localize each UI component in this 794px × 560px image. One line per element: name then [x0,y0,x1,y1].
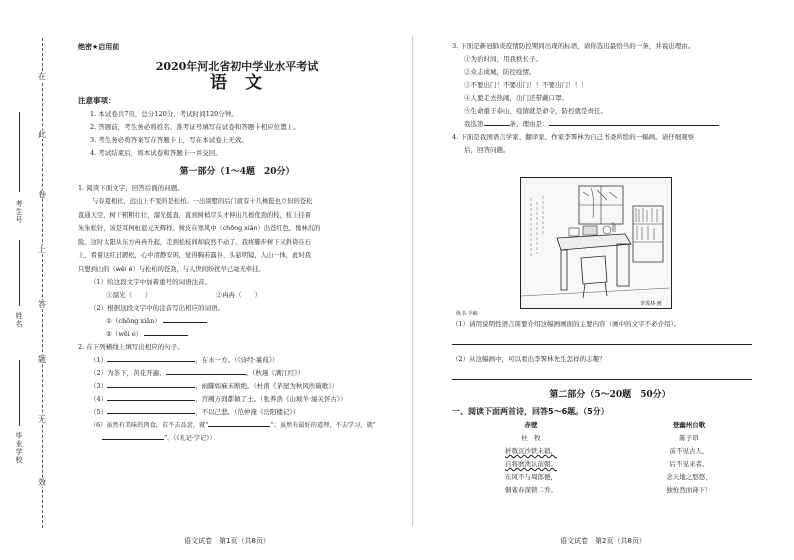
poem-author: 杜 牧 [521,434,541,442]
seal-char: 无 [38,415,46,424]
seal-char: 卷 [38,190,46,199]
passage-line: 与春夏相比，远山上不变的是松柏。一出别墅的后门就有十几株挺也立但的苍松 [92,198,313,205]
answer-blank[interactable] [107,393,195,401]
section-one-heading: 一、阅读下面两首诗，回答5～6题。（5分） [452,407,609,416]
q2-line-prefix: （1） [90,356,108,364]
question-3: 3. 下面是新冠肺炎疫情防控期间出现的标语，请你选出最恰当的一条，并说出理由。 [452,42,695,50]
seal-char: 在 [38,72,46,81]
notes-heading: 注意事项： [78,96,116,105]
passage-line: 只想到山的（wēi é）与松柏的苍劲，与人世间纷扰早已毫无牵挂。 [78,265,265,273]
illustration-caption-left: 纵书·手稿 [456,311,478,317]
q1-1-option-b: ②冉冉（ ） [215,291,262,299]
poem-line: 自将磨洗认前朝。 [505,460,557,468]
q2-line-suffix: ，雨脚如麻未断绝。（杜甫《茅屋为秋风所破歌》） [195,382,339,390]
poem-author: 陈子昂 [679,434,699,442]
poem-line: 东风不与周郎便， [505,473,557,481]
school-label: 毕业学校 [15,432,23,464]
answer-blank[interactable] [107,354,195,362]
illustration-caption-right: 李霁林·画 [640,301,662,307]
q3-option: ⑤生命重于泰山，疫情就是命令，防控就是责任。 [464,107,607,115]
secret-mark: 绝密★启用前 [78,43,120,51]
passage-line: 朱朱松针，该是耳柯桓退元无辉样。树皮在寒风中（chōng xiān）出苍红色，像林沉的 [78,225,321,232]
q3-option: ④人要走去热闹，出门还带戴口罩。 [464,94,568,102]
passage-line: 脸。这时太阳从东方冉冉升起，走到松枝间却寂然不动了。我将脚步树下又斜倚在石 [78,238,311,246]
passage-line: 上，看着这红日踱松，心中清静安闲，觉得胸若露谷、头悬明镜，人山一体，此时我 [78,252,311,259]
page-2 [452,40,768,157]
question-1: 1. 阅读下面文字，回答后面的问题。 [78,184,184,192]
poem-line: 独怆然而涕下！ [666,486,712,494]
q1-1-option-a: ①溜光（ ） [106,291,152,299]
passage-line: 直通天空，树干粗粗壮壮，溜光挺直，直到树梢尽头才伸出几根优劲的枝，枝上挂着 [78,211,311,219]
answer-blank[interactable] [484,118,510,126]
poem-title: 登幽州台歌 [672,421,706,429]
q3-option: ①为治时间，用我秩长子。 [464,55,542,63]
seal-char: 题 [38,355,46,364]
answer-blank[interactable] [107,406,195,414]
q1-2-item-b: ②（wēi é） [106,330,143,338]
question-4-2: （2）从这幅画中，可以看出李霁林先生怎样的志趣？ [452,355,606,363]
q2-line-suffix: ，在水一方。（《诗经·蒹葭》） [195,356,279,364]
answer-blank[interactable] [166,367,246,375]
answer-line[interactable] [452,337,752,345]
answer-blank[interactable] [102,432,164,440]
q2-line-suffix: ，不以己悲。（范仲淹《岳阳楼记》） [195,408,300,416]
note-item: 3. 考生务必将答案写在答题卡上，写在本试卷上无效。 [90,136,248,144]
part-two-heading: 第二部分（5～20题 50分） [549,390,671,400]
q2-6-text: ”。（《礼记·学记》） [164,435,216,442]
q3-option: ②众志成城，防控疫情。 [464,68,536,76]
name-line [19,240,20,306]
poem-line: 念天地之悠悠， [666,473,712,481]
question-1-2: （2）根据这段文字中的注音写出相应的词语。 [90,304,225,312]
sketch-drawing [521,178,670,307]
q2-line-prefix: （4） [90,395,108,403]
page-1 [78,40,396,445]
seal-char: 答 [38,300,46,309]
answer-blank[interactable] [208,419,270,427]
subject-title: 语文 [210,73,280,93]
answer-blank[interactable] [107,380,195,388]
q2-line-prefix: （2）为茶下，黄花开遍， [90,369,166,377]
question-4-1: （1）请用说明性语言简要介绍这幅画画面的主要内容（画中的文字不必介绍）。 [452,320,681,328]
page-divider [412,36,413,526]
q2-line-suffix: ，宫阙万间都做了土。（张养浩《山坡羊·潼关怀古》） [195,395,347,403]
seal-char: 上 [38,245,46,254]
question-4-cont: 后，回答问题。 [464,146,510,154]
q2-6-text: ”；虽然有最好的道理，不去学习，就“ [270,422,376,429]
answer-line[interactable] [452,372,752,380]
answer-blank[interactable] [549,118,719,126]
poem-line: 后不见来者。 [669,460,709,468]
question-1-1: （1）给这段文字中加着重号的词语注音。 [90,278,212,286]
answer-blank[interactable] [163,315,207,323]
note-item: 1. 本试卷共7页，总分120分，考试时间120分钟。 [90,110,238,118]
q2-line-suffix: 。（秋瑾《满江红》） [245,369,305,377]
exam-no-label: 考生号 [15,200,23,224]
q2-line-prefix: （3） [90,382,108,390]
question-4: 4. 下面是我国语言学家、翻译家、作家李霁林为自己书斋所绘的一幅画。请仔细观察 [452,133,695,141]
poem-title: 赤壁 [524,421,538,429]
study-room-illustration [520,177,672,309]
binding-margin [0,0,70,560]
seal-char: 效 [38,478,46,487]
seal-dashed-line [42,38,43,528]
exam-no-line [19,112,20,192]
page-1-footer: 语文试卷 第1页（共8页） [184,537,270,545]
answer-blank[interactable] [144,328,188,336]
poem-line: 铜雀春深锁二乔。 [505,486,557,494]
question-2: 2. 在下列横线上填写出相应的句子。 [78,343,184,351]
name-label: 姓名 [15,312,23,328]
page-2-footer: 语文试卷 第2页（共8页） [560,537,646,545]
q2-line-prefix: （5） [90,408,108,416]
q3-choose-label: 我选第 [464,120,484,128]
note-item: 4. 考试结束后，将本试卷和答题卡一并交回。 [90,149,222,157]
seal-char: 此 [38,130,46,139]
q3-reason-label: 条，理由是： [509,120,549,128]
page-2-lower [452,318,768,497]
exam-title: 2020年河北省初中学业水平考试 [155,60,319,73]
q2-6-text: （6）虽然有美味的肉食，若不去品尝，就“ [90,422,209,429]
q1-2-item-a: ①（chōng xiān） [106,317,161,325]
q3-option: ③不要出门！不要出门！！不要出门！！！ [464,81,588,89]
poem-line: 折戟沉沙铁未销， [505,447,557,455]
school-line [19,360,20,426]
poem-line: 前不见古人， [669,447,709,455]
part-one-heading: 第一部分（1～4题 20分） [179,167,295,177]
note-item: 2. 答题前，考生务必将姓名、准考证号填写在试卷和答题卡相应位置上。 [90,123,300,131]
